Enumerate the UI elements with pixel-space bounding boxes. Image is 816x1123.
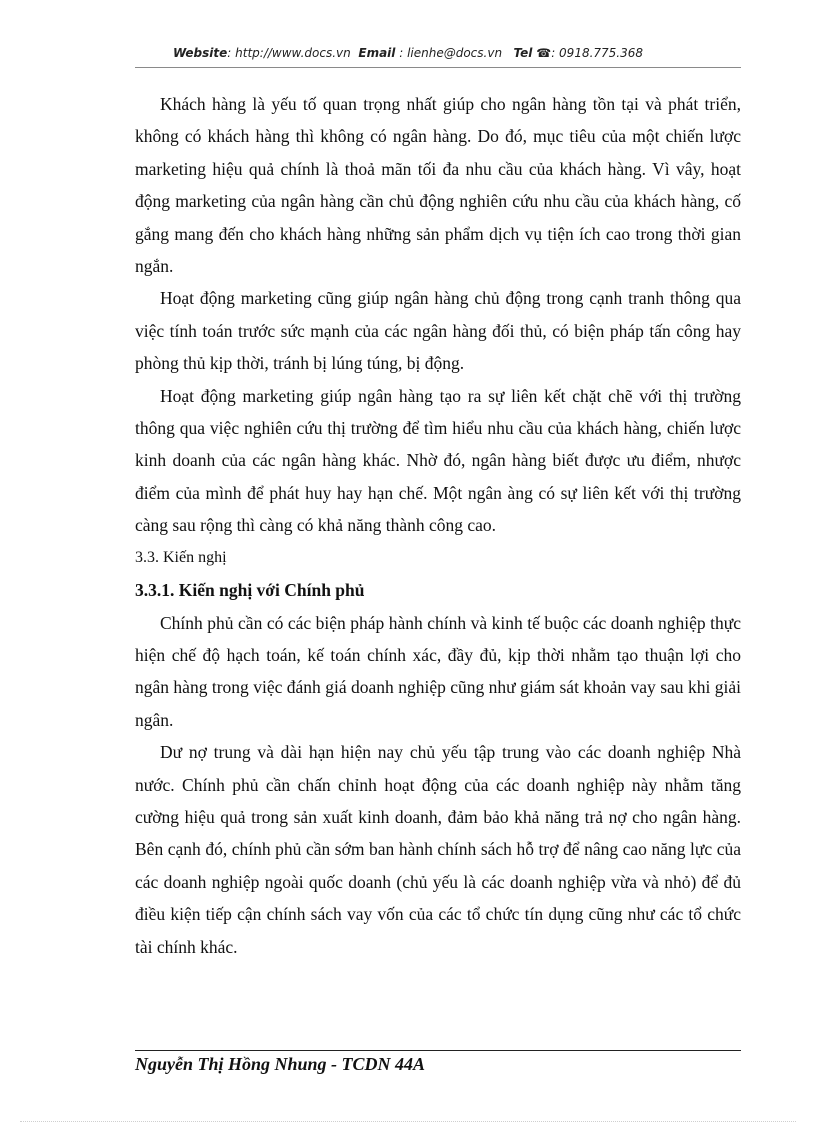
footer-author: Nguyễn Thị Hồng Nhung - TCDN 44A (135, 1054, 426, 1074)
paragraph-customers: Khách hàng là yếu tố quan trọng nhất giúp cho ngân hàng tồn tại và phát triển, không có khách hàng thì không có ngân hàng. Do đó, mục tiêu của một chiến lược marketing hiệu quả chính là thoả mãn tối đa nhu cầu của khách hàng. Vì vây, hoạt động marketing của ngân hàng cần chủ động nghiên cứu nhu cầu của khách hàng, cố gắng mang đến cho khách hàng những sản phẩm dịch vụ tiện ích cao trong thời gian ngắn. (135, 94, 741, 277)
header-divider (135, 67, 741, 68)
paragraph-market-link: Hoạt động marketing giúp ngân hàng tạo ra sự liên kết chặt chẽ với thị trường thông qua việc nghiên cứu thị trường để tìm hiểu nhu cầu của khách hàng, chiến lược kinh doanh của các ngân hàng khác. Nhờ đó, ngân hàng biết được ưu điểm, nhược điểm của mình để phát huy hay hạn chế. Một ngân àng có sự liên kết với thị trường càng sau rộng thì càng có khả năng thành công cao. (135, 385, 741, 536)
paragraph-government-measures: Chính phủ cần có các biện pháp hành chính và kinh tế buộc các doanh nghiệp thực hiện chế độ hạch toán, kế toán chính xác, đầy đủ, kịp thời nhằm tạo thuận lợi cho ngân hàng trong việc đánh giá doanh nghiệp cũng như giám sát khoản vay sau khi giải ngân. (135, 612, 741, 730)
page-bottom-edge (20, 1121, 796, 1122)
website-label: Website (172, 46, 228, 60)
paragraph-competition: Hoạt động marketing cũng giúp ngân hàng chủ động trong cạnh tranh thông qua việc tính toán trước sức mạnh của các ngân hàng đối thủ, có biện pháp tấn công hay phòng thủ kịp thời, tránh bị lúng túng, bị động. (135, 288, 741, 374)
section-heading-recommendations: 3.3. Kiến nghị (135, 548, 227, 566)
paragraph-debt-structure: Dư nợ trung và dài hạn hiện nay chủ yếu tập trung vào các doanh nghiệp Nhà nước. Chính phủ cần chấn chỉnh hoạt động của các doanh nghiệp này nhằm tăng cường hiệu quả trong sản xuất kinh doanh, đảm bảo khả năng trả nợ cho ngân hàng. Bên cạnh đó, chính phủ cần sớm ban hành chính sách hỗ trợ để nâng cao năng lực của các doanh nghiệp ngoài quốc doanh (chủ yếu là các doanh nghiệp vừa và nhỏ) để đủ điều kiện tiếp cận chính sách vay vốn của các tổ chức tín dụng cũng như các tổ chức tài chính khác. (135, 742, 741, 957)
page-header (0, 46, 816, 60)
tel-number: : 0918.775.368 (551, 46, 644, 60)
document-body (135, 88, 741, 963)
email-label: Email (358, 46, 396, 60)
phone-icon: ☎ (536, 46, 552, 60)
email-address[interactable]: : lienhe@docs.vn (395, 46, 503, 60)
footer-divider (135, 1050, 741, 1051)
tel-label: Tel (513, 46, 533, 60)
subsection-heading-government: 3.3.1. Kiến nghị với Chính phủ (135, 580, 365, 601)
website-url[interactable]: : http://www.docs.vn (227, 46, 351, 60)
